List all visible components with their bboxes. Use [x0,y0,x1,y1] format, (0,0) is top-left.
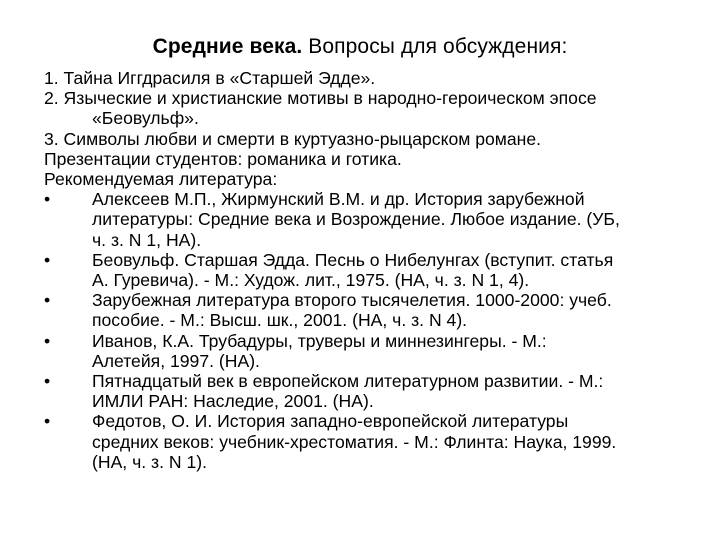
bibliography-item [44,371,704,411]
bibliography-line: А. Гуревича). - М.: Худож. лит., 1975. (НА, ч. з. N 1, 4). [92,270,530,291]
bibliography-list [44,189,704,472]
bibliography-item [44,290,704,330]
bibliography-line: Иванов, К.А. Трубадуры, труверы и миннезингеры. - М.: [92,330,547,351]
bullet-icon: • [44,189,51,210]
title-bold: Средние века. [152,35,303,58]
bibliography-line: Алексеев М.П., Жирмунский В.М. и др. История зарубежной [92,189,585,210]
presentations-line: Презентации студентов: романика и готика. [44,148,402,169]
bibliography-line: (НА, ч. з. N 1). [92,451,207,472]
bibliography-line: средних веков: учебник-хрестоматия. - М.: Флинта: Наука, 1999. [92,431,617,452]
bullet-icon: • [44,249,51,270]
bibliography-line: Алетейя, 1997. (НА). [92,350,260,371]
bullet-icon: • [44,411,51,432]
bibliography-item [44,189,704,250]
bibliography-line: ч. з. N 1, НА). [92,229,202,250]
bibliography-line: Пятнадцатый век в европейском литературном развитии. - М.: [92,371,604,392]
literature-heading: Рекомендуемая литература: [44,169,278,190]
bullet-icon: • [44,371,51,392]
slide-title [0,34,720,60]
bibliography-line: пособие. - М.: Высш. шк., 2001. (НА, ч. з. N 4). [92,310,468,331]
bibliography-item [44,411,704,472]
bibliography-item [44,331,704,371]
slide-body [44,68,704,472]
question-3: 3. Символы любви и смерти в куртуазно-рыцарском романе. [44,128,542,149]
bibliography-item [44,250,704,290]
bibliography-line: Беовульф. Старшая Эдда. Песнь о Нибелунгах (вступит. статья [92,249,614,270]
question-1: 1. Тайна Иггдрасиля в «Старшей Эдде». [44,68,376,88]
question-2-line-1: 2. Языческие и христианские мотивы в народно-героическом эпосе [44,88,597,109]
bibliography-line: Федотов, О. И. История западно-европейской литературы [92,411,569,432]
bibliography-line: ИМЛИ РАН: Наследие, 2001. (НА). [92,391,374,412]
bullet-icon: • [44,290,51,311]
title-rest: Вопросы для обсуждения: [302,35,568,58]
bibliography-line: Зарубежная литература второго тысячелетия. 1000-2000: учеб. [92,290,612,311]
question-2-line-2: «Беовульф». [92,108,199,129]
bibliography-line: литературы: Средние века и Возрождение. Любое издание. (УБ, [92,209,620,230]
bullet-icon: • [44,330,51,351]
